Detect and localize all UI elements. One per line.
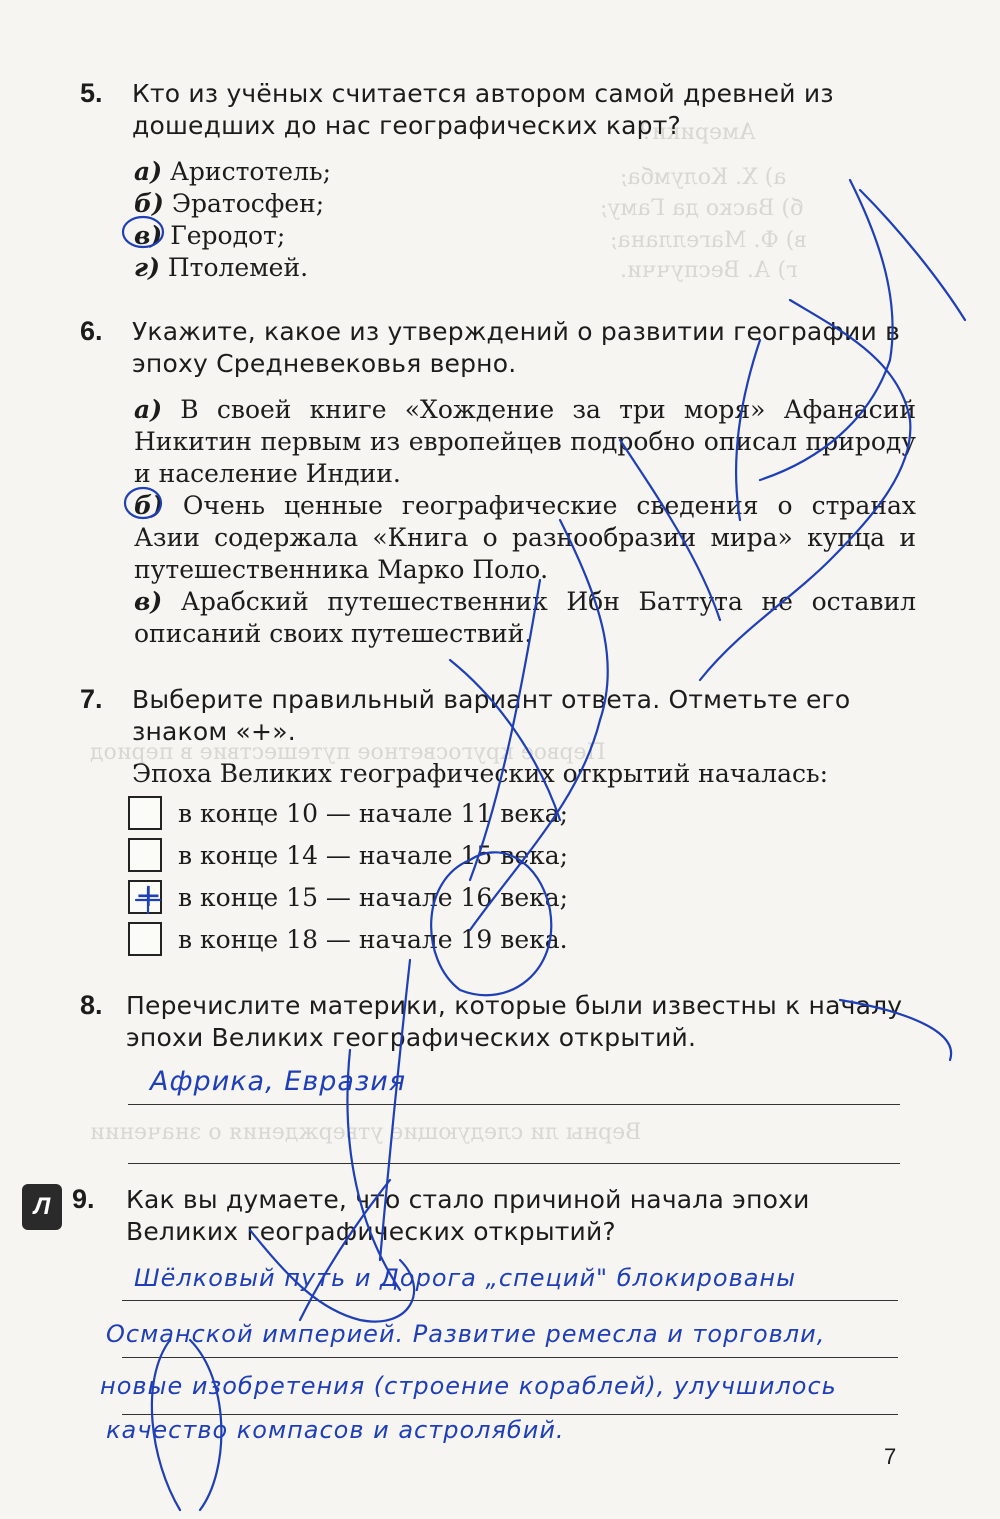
question-7 — [80, 684, 920, 960]
option-v[interactable]: в) Арабский путешественник Ибн Баттута не оставил описаний своих путешествий. — [134, 587, 916, 648]
answer-checkbox[interactable] — [128, 838, 162, 872]
bleed-through-text: Первое кругосветное путешествие в период — [90, 740, 606, 765]
question-text: Выберите правильный вариант ответа. Отметьте его знаком «+». — [132, 685, 851, 746]
question-8 — [80, 990, 920, 1054]
question-text: Перечислите материки, которые были известны к началу эпохи Великих географических открытий. — [126, 991, 903, 1052]
page-number: 7 — [884, 1444, 897, 1469]
question-subtext: Эпоха Великих географических открытий началась: — [132, 759, 829, 788]
question-number: 8. — [80, 990, 103, 1020]
option-b[interactable]: б) Очень ценные географические сведения о странах Азии содержала «Книга о разнообразии мира» купца и путешественника Марко Поло. — [134, 491, 917, 584]
option-b[interactable]: б) Эратосфен; — [134, 189, 325, 218]
answer-lines[interactable] — [128, 1046, 900, 1164]
question-number: 5. — [80, 78, 103, 108]
bleed-through-text: Верны ли следующие утверждения о значении — [90, 1120, 642, 1145]
answer-checkbox-checked[interactable] — [128, 876, 162, 914]
question-text: Как вы думаете, что стало причиной начала эпохи Великих географических открытий? — [126, 1185, 810, 1246]
checkbox-row: в конце 14 — начале 15 века; — [128, 834, 920, 876]
question-number: 6. — [80, 316, 103, 346]
bleed-through-text: в) Ф. Магеллана; — [610, 228, 807, 253]
option-v[interactable]: в) Геродот; — [134, 221, 286, 250]
question-number: 9. — [72, 1184, 95, 1214]
answer-options — [134, 394, 920, 650]
answer-checkbox[interactable] — [128, 796, 162, 830]
answer-checkbox[interactable] — [128, 922, 162, 956]
question-9 — [72, 1184, 912, 1248]
bleed-through-text: г) А. Веспуччи. — [620, 258, 798, 283]
bleed-through-text: Америки? — [640, 120, 756, 145]
answer-options — [134, 156, 920, 284]
bleed-through-text: б) Васко да Гаму; — [600, 196, 804, 221]
question-5 — [80, 78, 920, 284]
handwritten-answer: Африка, Евразия — [150, 1066, 407, 1097]
question-text: Укажите, какое из утверждений о развитии географии в эпоху Средневековья верно. — [132, 317, 901, 378]
question-6 — [80, 316, 920, 650]
handwritten-line: качество компасов и астролябий. — [106, 1416, 565, 1444]
checkbox-options — [80, 792, 920, 960]
checkbox-row: + в конце 15 — начале 16 века; — [128, 876, 920, 918]
option-g[interactable]: г) Птолемей. — [134, 253, 309, 282]
handwritten-line: новые изобретения (строение кораблей), улучшилось — [100, 1372, 837, 1400]
bleed-through-text: а) Х. Колумба; — [620, 165, 787, 190]
checkbox-row: в конце 10 — начале 11 века; — [128, 792, 920, 834]
question-text: Кто из учёных считается автором самой древней из дошедших до нас географических карт? — [132, 79, 834, 140]
checkbox-row: в конце 18 — начале 19 века. — [128, 918, 920, 960]
plus-mark: + — [135, 876, 162, 914]
option-a[interactable]: а) В своей книге «Хождение за три моря» Афанасий Никитин первым из европейцев подробно описал природу и население Индии. — [134, 395, 916, 488]
logic-badge: Л — [22, 1184, 62, 1230]
option-a[interactable]: а) Аристотель; — [134, 157, 332, 186]
question-number: 7. — [80, 684, 103, 714]
handwritten-line: Османской империей. Развитие ремесла и торговли, — [106, 1320, 826, 1348]
handwritten-line: Шёлковый путь и Дорога „специй" блокированы — [134, 1264, 797, 1292]
